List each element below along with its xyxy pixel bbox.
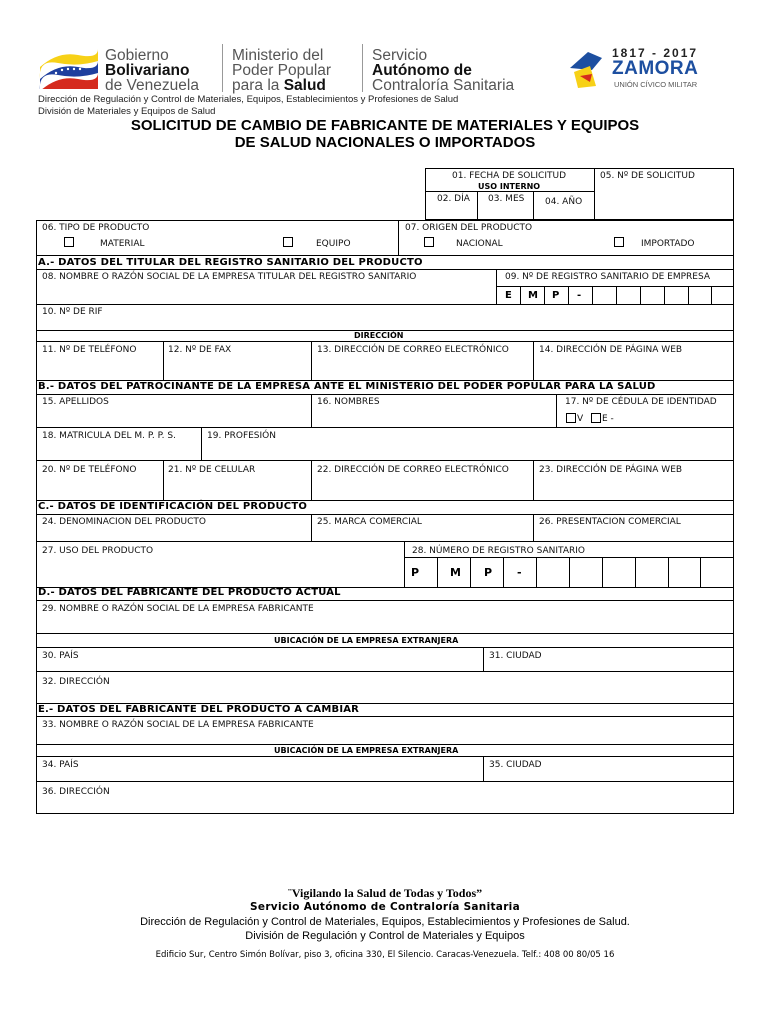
field-label-razon-social: 08. NOMBRE O RAZÓN SOCIAL DE LA EMPRESA TITULAR DEL REGISTRO SANITARIO	[42, 272, 417, 282]
gobierno-logo-text: Gobierno Bolivariano de Venezuela	[105, 47, 199, 94]
reg-letter-m2: M	[450, 566, 461, 579]
field-label-presentacion: 26. PRESENTACION COMERCIAL	[539, 517, 681, 527]
field-label-mes: 03. MES	[488, 194, 525, 204]
reg-dash: -	[577, 290, 582, 301]
option-label-equipo: EQUIPO	[316, 239, 351, 249]
zamora-logo	[566, 44, 736, 94]
field-label-profesion: 19. PROFESIÓN	[207, 431, 276, 441]
field-label-cedula: 17. Nº DE CÉDULA DE IDENTIDAD	[565, 397, 717, 407]
ubicacion-header-2: UBICACIÓN DE LA EMPRESA EXTRANJERA	[274, 746, 459, 755]
field-label-web-b: 23. DIRECCIÓN DE PÁGINA WEB	[539, 465, 683, 475]
page-title-line2: DE SALUD NACIONALES O IMPORTADOS	[234, 134, 536, 151]
direccion-subheader: DIRECCIÓN	[354, 331, 404, 340]
footer-service: Servicio Autónomo de Contraloría Sanitaria	[250, 901, 520, 913]
reg-letter-m: M	[528, 290, 538, 301]
field-label-fabricante-nuevo: 33. NOMBRE O RAZÓN SOCIAL DE LA EMPRESA FABRICANTE	[42, 720, 314, 730]
field-label-correo-b: 22. DIRECCIÓN DE CORREO ELECTRÓNICO	[317, 465, 509, 475]
option-label-v: V	[577, 414, 584, 424]
section-d-title: D.- DATOS DEL FABRICANTE DEL PRODUCTO ACTUAL	[38, 587, 341, 598]
zamora-years: 1817 - 2017	[612, 46, 699, 60]
field-label-web-a: 14. DIRECCIÓN DE PÁGINA WEB	[539, 345, 683, 355]
footer-direccion: Dirección de Regulación y Control de Materiales, Equipos, Establecimientos y Profesiones de Salud.	[140, 916, 630, 928]
zamora-name: ZAMORA	[612, 58, 699, 79]
zamora-subtitle: UNIÓN CÍVICO MILITAR	[614, 80, 698, 89]
field-label-matricula: 18. MATRICULA DEL M. P. P. S.	[42, 431, 176, 441]
division-header: División de Materiales y Equipos de Salud	[38, 106, 216, 117]
reg-letter-p: P	[552, 290, 560, 301]
reg-letter-e: E	[505, 290, 512, 301]
option-label-nacional: NACIONAL	[456, 239, 503, 249]
checkbox-equipo[interactable]	[283, 237, 293, 247]
page-title: SOLICITUD DE CAMBIO DE FABRICANTE DE MATERIALES Y EQUIPOS	[130, 117, 640, 134]
field-label-reg-empresa: 09. Nº DE REGISTRO SANITARIO DE EMPRESA	[505, 272, 711, 282]
field-label-correo-a: 13. DIRECCIÓN DE CORREO ELECTRÓNICO	[317, 345, 509, 355]
field-label-num-solicitud: 05. Nº DE SOLICITUD	[600, 171, 695, 181]
field-label-nombres: 16. NOMBRES	[317, 397, 380, 407]
field-label-direccion-1: 32. DIRECCIÓN	[42, 677, 110, 687]
field-label-fax: 12. Nº DE FAX	[168, 345, 232, 355]
field-label-celular: 21. Nº DE CELULAR	[168, 465, 256, 475]
field-label-pais-1: 30. PAÍS	[42, 651, 79, 661]
footer-division: División de Regulación y Control de Materiales y Equipos	[245, 930, 525, 942]
servicio-logo-text: Servicio Autónomo de Contraloría Sanitaria	[372, 47, 515, 94]
section-e-title: E.- DATOS DEL FABRICANTE DEL PRODUCTO A CAMBIAR	[38, 704, 360, 715]
field-label-telefono-b: 20. Nº DE TELÉFONO	[42, 465, 137, 475]
checkbox-importado[interactable]	[614, 237, 624, 247]
field-label-direccion-2: 36. DIRECCIÓN	[42, 787, 110, 797]
section-a-title: A.- DATOS DEL TITULAR DEL REGISTRO SANITARIO DEL PRODUCTO	[38, 257, 423, 268]
logo-divider	[362, 44, 363, 92]
ubicacion-header-1: UBICACIÓN DE LA EMPRESA EXTRANJERA	[274, 636, 459, 645]
field-label-telefono-a: 11. Nº DE TELÉFONO	[42, 345, 137, 355]
field-label-origen: 07. ORIGEN DEL PRODUCTO	[405, 223, 533, 233]
field-label-marca: 25. MARCA COMERCIAL	[317, 517, 422, 527]
field-label-num-registro: 28. NÚMERO DE REGISTRO SANITARIO	[412, 546, 585, 556]
footer-address: Edificio Sur, Centro Simón Bolívar, piso 3, oficina 330, El Silencio. Caracas-Venezuela. Telf.: 408 00 80/05 16	[155, 950, 615, 960]
field-label-ciudad-2: 35. CIUDAD	[489, 760, 542, 770]
field-label-ciudad-1: 31. CIUDAD	[489, 651, 542, 661]
uso-interno-label: USO INTERNO	[478, 182, 541, 191]
venezuela-flag-logo	[38, 45, 100, 89]
field-label-tipo: 06. TIPO DE PRODUCTO	[42, 223, 150, 233]
checkbox-cedula-v[interactable]	[566, 413, 576, 423]
field-label-fecha: 01. FECHA DE SOLICITUD	[452, 171, 567, 181]
section-c-title: C.- DATOS DE IDENTIFICACIÓN DEL PRODUCTO	[38, 501, 308, 512]
zamora-emblem-icon	[566, 48, 606, 90]
ministerio-logo-text: Ministerio del Poder Popular para la Salud	[232, 47, 332, 94]
checkbox-material[interactable]	[64, 237, 74, 247]
checkbox-cedula-e[interactable]	[591, 413, 601, 423]
reg-letter-p1: P	[411, 566, 420, 579]
option-label-importado: IMPORTADO	[641, 239, 695, 249]
footer-motto: ¨Vigilando la Salud de Todas y Todos”	[287, 886, 483, 900]
checkbox-nacional[interactable]	[424, 237, 434, 247]
logo-divider	[222, 44, 223, 92]
field-label-apellidos: 15. APELLIDOS	[42, 397, 109, 407]
field-label-ano: 04. AÑO	[545, 197, 583, 207]
reg-letter-p2: P	[484, 566, 493, 579]
field-label-denominacion: 24. DENOMINACION DEL PRODUCTO	[42, 517, 207, 527]
field-label-rif: 10. Nº DE RIF	[42, 307, 103, 317]
option-label-material: MATERIAL	[100, 239, 145, 249]
field-label-dia: 02. DÍA	[437, 194, 470, 204]
reg-dash-2: -	[517, 566, 522, 579]
option-label-e: E -	[602, 414, 614, 424]
section-b-title: B.- DATOS DEL PATROCINANTE DE LA EMPRESA ANTE EL MINISTERIO DEL PODER POPULAR PARA LA SALUD	[38, 381, 656, 392]
field-label-fabricante-actual: 29. NOMBRE O RAZÓN SOCIAL DE LA EMPRESA FABRICANTE	[42, 604, 314, 614]
direccion-header: Dirección de Regulación y Control de Materiales, Equipos, Establecimientos y Profesiones de Salud	[38, 94, 459, 105]
field-label-uso: 27. USO DEL PRODUCTO	[42, 546, 154, 556]
field-label-pais-2: 34. PAÍS	[42, 760, 79, 770]
